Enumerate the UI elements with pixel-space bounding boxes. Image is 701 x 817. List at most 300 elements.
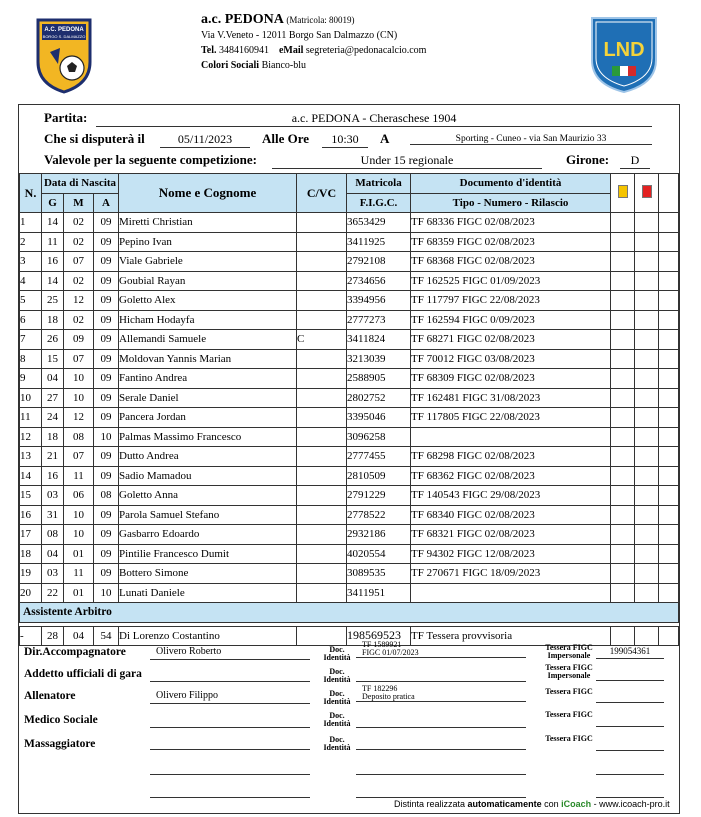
document-cell: TF 94302 FIGC 12/08/2023: [411, 544, 611, 564]
match-location: Sporting - Cuneo - via San Maurizio 33: [410, 132, 652, 145]
row-number: 17: [20, 525, 42, 545]
red-card-cell: [635, 626, 659, 646]
yellow-card-cell: [611, 252, 635, 272]
captain-cell: [297, 505, 347, 525]
red-card-cell: [635, 271, 659, 291]
birth-day: 04: [42, 544, 64, 564]
birth-month: 07: [64, 447, 94, 467]
yellow-card-cell: [611, 388, 635, 408]
col-documento: Documento d'identità: [411, 174, 611, 194]
player-name: Pancera Jordan: [119, 408, 297, 428]
birth-day: 16: [42, 252, 64, 272]
extra-cell: [659, 525, 679, 545]
extra-cell: [659, 369, 679, 389]
club-address: Via V.Veneto - 12011 Borgo San Dalmazzo (CN): [201, 30, 398, 41]
extra-cell: [659, 310, 679, 330]
red-card-cell: [635, 466, 659, 486]
medico-doc-label: Doc. Identità: [323, 711, 351, 728]
birth-year: 09: [94, 408, 119, 428]
red-card-cell: [635, 252, 659, 272]
roster-body: [20, 213, 679, 646]
extra-cell: [659, 271, 679, 291]
document-cell: TF 162594 FIGC 0/09/2023: [411, 310, 611, 330]
allenatore-tessera-label: Tessera FIGC: [545, 687, 593, 696]
extra-cell: [659, 427, 679, 447]
ore-label: Alle Ore: [262, 131, 310, 146]
captain-cell: [297, 310, 347, 330]
row-number: 18: [20, 544, 42, 564]
addetto-doc: [356, 668, 526, 682]
addetto-tessera-label: Tessera FIGC Impersonale: [545, 663, 593, 680]
extra-cell: [659, 544, 679, 564]
matricola-cell: 2932186: [347, 525, 411, 545]
col-data-nascita: Data di Nascita: [42, 174, 119, 194]
document-cell: [411, 427, 611, 447]
document-cell: TF 117797 FIGC 22/08/2023: [411, 291, 611, 311]
document-cell: TF 68362 FIGC 02/08/2023: [411, 466, 611, 486]
extra-cell: [659, 486, 679, 506]
dir-name: Olivero Roberto: [150, 646, 310, 660]
birth-year: 54: [94, 626, 119, 646]
red-card-icon: [642, 185, 652, 198]
document-cell: TF 162525 FIGC 01/09/2023: [411, 271, 611, 291]
club-colori: Bianco-blu: [261, 60, 306, 71]
matricola-cell: 3213039: [347, 349, 411, 369]
captain-cell: [297, 271, 347, 291]
yellow-card-cell: [611, 626, 635, 646]
dir-label: Dir.Accompagnatore: [24, 646, 126, 658]
birth-day: 21: [42, 447, 64, 467]
yellow-card-cell: [611, 330, 635, 350]
extra-cell: [659, 583, 679, 603]
matricola-cell: 3096258: [347, 427, 411, 447]
lnd-logo: [588, 14, 660, 94]
birth-month: 08: [64, 427, 94, 447]
birth-year: 09: [94, 447, 119, 467]
allenatore-doc: [356, 685, 526, 702]
table-row: [20, 330, 679, 350]
col-a: A: [94, 193, 119, 213]
dir-doc-line2: FIGC 01/07/2023: [362, 648, 419, 657]
captain-cell: [297, 626, 347, 646]
player-name: Bottero Simone: [119, 564, 297, 584]
extra-cell: [659, 408, 679, 428]
col-m: M: [64, 193, 94, 213]
birth-month: 02: [64, 213, 94, 233]
row-number: 5: [20, 291, 42, 311]
player-name: Goletto Anna: [119, 486, 297, 506]
row-number: 20: [20, 583, 42, 603]
addetto-doc-label: Doc. Identità: [323, 667, 351, 684]
player-name: Pepino Ivan: [119, 232, 297, 252]
birth-day: 14: [42, 213, 64, 233]
captain-cell: [297, 291, 347, 311]
document-cell: TF 68336 FIGC 02/08/2023: [411, 213, 611, 233]
assistente-label: Assistente Arbitro: [20, 603, 679, 623]
document-cell: TF 68309 FIGC 02/08/2023: [411, 369, 611, 389]
birth-month: 09: [64, 330, 94, 350]
birth-year: 09: [94, 349, 119, 369]
yellow-card-cell: [611, 505, 635, 525]
captain-cell: [297, 232, 347, 252]
player-name: Allemandi Samuele: [119, 330, 297, 350]
birth-day: 14: [42, 271, 64, 291]
table-row: [20, 232, 679, 252]
player-name: Miretti Christian: [119, 213, 297, 233]
birth-month: 01: [64, 583, 94, 603]
birth-day: 28: [42, 626, 64, 646]
a-label: A: [380, 131, 390, 146]
row-number: -: [20, 626, 42, 646]
footer-icoach: iCoach: [561, 799, 592, 809]
birth-month: 10: [64, 369, 94, 389]
birth-year: 08: [94, 486, 119, 506]
dir-tessera: 199054361: [596, 646, 664, 659]
allenatore-doc-line2: Deposito pratica: [362, 692, 415, 701]
yellow-card-cell: [611, 369, 635, 389]
allenatore-doc-label: Doc. Identità: [323, 689, 351, 706]
matricola-cell: 2777455: [347, 447, 411, 467]
birth-day: 22: [42, 583, 64, 603]
table-row: [20, 291, 679, 311]
player-name: Hicham Hodayfa: [119, 310, 297, 330]
player-name: Goletto Alex: [119, 291, 297, 311]
table-row: [20, 544, 679, 564]
yellow-card-cell: [611, 486, 635, 506]
matricola-cell: 2810509: [347, 466, 411, 486]
matricola-cell: 198569523: [347, 626, 411, 646]
red-card-cell: [635, 291, 659, 311]
dir-doc: [356, 641, 526, 658]
medico-name: [150, 714, 310, 728]
red-card-cell: [635, 310, 659, 330]
red-card-cell: [635, 583, 659, 603]
captain-cell: [297, 564, 347, 584]
massaggiatore-tessera-label: Tessera FIGC: [545, 734, 593, 743]
captain-cell: [297, 544, 347, 564]
captain-cell: [297, 408, 347, 428]
player-name: Dutto Andrea: [119, 447, 297, 467]
matricola-cell: 2802752: [347, 388, 411, 408]
birth-year: 09: [94, 466, 119, 486]
svg-text:LND: LND: [603, 39, 645, 61]
club-email: segreteria@pedonacalcio.com: [305, 45, 427, 56]
document-cell: TF 117805 FIGC 22/08/2023: [411, 408, 611, 428]
captain-cell: [297, 486, 347, 506]
matricola-cell: 4020554: [347, 544, 411, 564]
col-extra: [659, 174, 679, 213]
birth-month: 06: [64, 486, 94, 506]
svg-text:A.C. PEDONA: A.C. PEDONA: [44, 27, 84, 33]
matricola-cell: 3653429: [347, 213, 411, 233]
matricola-cell: 2792108: [347, 252, 411, 272]
allenatore-doc-line1: TF 182296: [362, 684, 398, 693]
partita-label: Partita:: [44, 110, 88, 125]
yellow-card-cell: [611, 349, 635, 369]
birth-day: 03: [42, 564, 64, 584]
extra-line-2c: [596, 796, 664, 798]
document-cell: TF 68368 FIGC 02/08/2023: [411, 252, 611, 272]
birth-month: 02: [64, 271, 94, 291]
birth-year: 09: [94, 213, 119, 233]
birth-year: 09: [94, 252, 119, 272]
matricola-cell: 3395046: [347, 408, 411, 428]
table-row: [20, 447, 679, 467]
yellow-card-cell: [611, 583, 635, 603]
table-row: [20, 369, 679, 389]
extra-line-1b: [356, 773, 526, 775]
birth-month: 02: [64, 310, 94, 330]
player-name: Sadio Mamadou: [119, 466, 297, 486]
col-figc: F.I.G.C.: [347, 193, 411, 213]
captain-cell: [297, 583, 347, 603]
extra-line-1c: [596, 773, 664, 775]
player-name: Parola Samuel Stefano: [119, 505, 297, 525]
red-card-cell: [635, 349, 659, 369]
massaggiatore-doc: [356, 736, 526, 750]
player-name: Di Lorenzo Costantino: [119, 626, 297, 646]
document-cell: TF 68271 FIGC 02/08/2023: [411, 330, 611, 350]
captain-cell: [297, 369, 347, 389]
massaggiatore-name: [150, 736, 310, 750]
yellow-card-cell: [611, 447, 635, 467]
birth-day: 27: [42, 388, 64, 408]
yellow-card-cell: [611, 271, 635, 291]
footer-credit: [394, 799, 670, 809]
document-cell: TF 162481 FIGC 31/08/2023: [411, 388, 611, 408]
col-cvc: C/VC: [297, 174, 347, 213]
document-cell: TF 68321 FIGC 02/08/2023: [411, 525, 611, 545]
row-number: 7: [20, 330, 42, 350]
yellow-card-cell: [611, 291, 635, 311]
red-card-cell: [635, 232, 659, 252]
table-row: [20, 505, 679, 525]
player-name: Fantino Andrea: [119, 369, 297, 389]
table-row: [20, 466, 679, 486]
table-row: [20, 213, 679, 233]
red-card-cell: [635, 330, 659, 350]
allenatore-tessera: [596, 690, 664, 703]
player-name: Pintilie Francesco Dumit: [119, 544, 297, 564]
red-card-cell: [635, 505, 659, 525]
player-name: Palmas Massimo Francesco: [119, 427, 297, 447]
extra-line-2a: [150, 796, 310, 798]
extra-line-1a: [150, 773, 310, 775]
extra-cell: [659, 466, 679, 486]
row-number: 6: [20, 310, 42, 330]
player-name: Viale Gabriele: [119, 252, 297, 272]
birth-month: 12: [64, 408, 94, 428]
club-tel: 3484160941: [218, 45, 269, 56]
red-card-cell: [635, 388, 659, 408]
captain-cell: [297, 447, 347, 467]
extra-cell: [659, 291, 679, 311]
player-name: Gasbarro Edoardo: [119, 525, 297, 545]
birth-year: 09: [94, 525, 119, 545]
row-number: 19: [20, 564, 42, 584]
birth-year: 09: [94, 388, 119, 408]
extra-cell: [659, 349, 679, 369]
row-number: 15: [20, 486, 42, 506]
birth-year: 09: [94, 232, 119, 252]
match-time: 10:30: [322, 132, 368, 148]
yellow-card-cell: [611, 213, 635, 233]
yellow-card-cell: [611, 564, 635, 584]
captain-cell: [297, 388, 347, 408]
birth-day: 24: [42, 408, 64, 428]
birth-year: 09: [94, 544, 119, 564]
row-number: 10: [20, 388, 42, 408]
table-row: [20, 349, 679, 369]
birth-year: 09: [94, 564, 119, 584]
allenatore-name: Olivero Filippo: [150, 690, 310, 704]
girone-value: D: [620, 153, 650, 169]
birth-day: 08: [42, 525, 64, 545]
document-cell: TF Tessera provvisoria: [411, 626, 611, 646]
addetto-name: [150, 668, 310, 682]
captain-cell: [297, 252, 347, 272]
birth-day: 31: [42, 505, 64, 525]
row-number: 12: [20, 427, 42, 447]
red-card-cell: [635, 564, 659, 584]
massaggiatore-tessera: [596, 738, 664, 751]
matricola-cell: 2791229: [347, 486, 411, 506]
captain-cell: [297, 213, 347, 233]
yellow-card-cell: [611, 310, 635, 330]
club-name: a.c. PEDONA: [201, 12, 284, 27]
yellow-card-icon: [618, 185, 628, 198]
birth-year: 10: [94, 427, 119, 447]
captain-cell: [297, 349, 347, 369]
medico-tessera: [596, 714, 664, 727]
red-card-cell: [635, 525, 659, 545]
dir-doc-line1: TF 1589921: [362, 640, 402, 649]
matricola-cell: 2777273: [347, 310, 411, 330]
dir-tessera-label: Tessera FIGC Impersonale: [545, 643, 593, 660]
birth-month: 10: [64, 525, 94, 545]
row-number: 3: [20, 252, 42, 272]
extra-cell: [659, 564, 679, 584]
competizione-value: Under 15 regionale: [272, 153, 542, 169]
extra-line-2b: [356, 796, 526, 798]
matricola-cell: 3411824: [347, 330, 411, 350]
row-number: 4: [20, 271, 42, 291]
document-cell: TF 270671 FIGC 18/09/2023: [411, 564, 611, 584]
player-name: Lunati Daniele: [119, 583, 297, 603]
yellow-card-cell: [611, 427, 635, 447]
table-row: [20, 427, 679, 447]
matricola-cell: 2734656: [347, 271, 411, 291]
birth-day: 04: [42, 369, 64, 389]
red-card-cell: [635, 213, 659, 233]
assistente-header-row: [20, 603, 679, 623]
table-row: [20, 252, 679, 272]
svg-text:BORGO S. DALMAZZO: BORGO S. DALMAZZO: [42, 34, 86, 39]
yellow-card-cell: [611, 232, 635, 252]
row-number: 13: [20, 447, 42, 467]
table-row: [20, 271, 679, 291]
matricola-cell: 3089535: [347, 564, 411, 584]
row-number: 2: [20, 232, 42, 252]
birth-day: 18: [42, 427, 64, 447]
birth-month: 04: [64, 626, 94, 646]
table-row: [20, 564, 679, 584]
tel-label: Tel.: [201, 45, 217, 56]
row-number: 16: [20, 505, 42, 525]
massaggiatore-doc-label: Doc. Identità: [323, 735, 351, 752]
extra-cell: [659, 505, 679, 525]
player-name: Goubial Rayan: [119, 271, 297, 291]
email-label: eMail: [278, 45, 304, 56]
dir-doc-label: Doc. Identità: [323, 645, 351, 662]
birth-year: 09: [94, 291, 119, 311]
captain-cell: [297, 427, 347, 447]
footer-suffix: - www.icoach-pro.it: [593, 799, 670, 809]
medico-doc: [356, 714, 526, 728]
red-card-cell: [635, 369, 659, 389]
birth-day: 25: [42, 291, 64, 311]
yellow-card-cell: [611, 408, 635, 428]
red-card-cell: [635, 486, 659, 506]
row-number: 9: [20, 369, 42, 389]
player-name: Serale Daniel: [119, 388, 297, 408]
captain-cell: [297, 525, 347, 545]
matricola-cell: 3394956: [347, 291, 411, 311]
partita-value: a.c. PEDONA - Cheraschese 1904: [96, 111, 652, 127]
club-info: [201, 12, 426, 73]
birth-month: 11: [64, 564, 94, 584]
document-cell: TF 70012 FIGC 03/08/2023: [411, 349, 611, 369]
girone-label: Girone:: [566, 152, 610, 167]
table-row: [20, 310, 679, 330]
birth-day: 26: [42, 330, 64, 350]
birth-day: 03: [42, 486, 64, 506]
birth-month: 11: [64, 466, 94, 486]
document-cell: TF 68340 FIGC 02/08/2023: [411, 505, 611, 525]
red-card-cell: [635, 408, 659, 428]
table-row: [20, 388, 679, 408]
birth-day: 18: [42, 310, 64, 330]
birth-month: 02: [64, 232, 94, 252]
club-matricola: (Matricola: 80019): [286, 15, 355, 25]
document-cell: TF 68298 FIGC 02/08/2023: [411, 447, 611, 467]
club-logo: [32, 14, 96, 94]
medico-label: Medico Sociale: [24, 714, 98, 726]
birth-day: 15: [42, 349, 64, 369]
addetto-tessera: [596, 668, 664, 681]
red-card-cell: [635, 427, 659, 447]
col-yellow-card: [611, 174, 635, 213]
extra-cell: [659, 330, 679, 350]
match-date: 05/11/2023: [160, 132, 250, 148]
birth-month: 12: [64, 291, 94, 311]
table-row: [20, 525, 679, 545]
roster-table: [19, 173, 679, 646]
allenatore-label: Allenatore: [24, 690, 76, 702]
table-row: [20, 486, 679, 506]
birth-month: 07: [64, 252, 94, 272]
captain-cell: C: [297, 330, 347, 350]
red-card-cell: [635, 544, 659, 564]
massaggiatore-label: Massaggiatore: [24, 738, 96, 750]
birth-year: 09: [94, 271, 119, 291]
colori-label: Colori Sociali: [201, 60, 260, 71]
col-g: G: [42, 193, 64, 213]
yellow-card-cell: [611, 466, 635, 486]
footer-con: con: [544, 799, 559, 809]
matricola-cell: 3411925: [347, 232, 411, 252]
competizione-label: Valevole per la seguente competizione:: [44, 152, 258, 167]
